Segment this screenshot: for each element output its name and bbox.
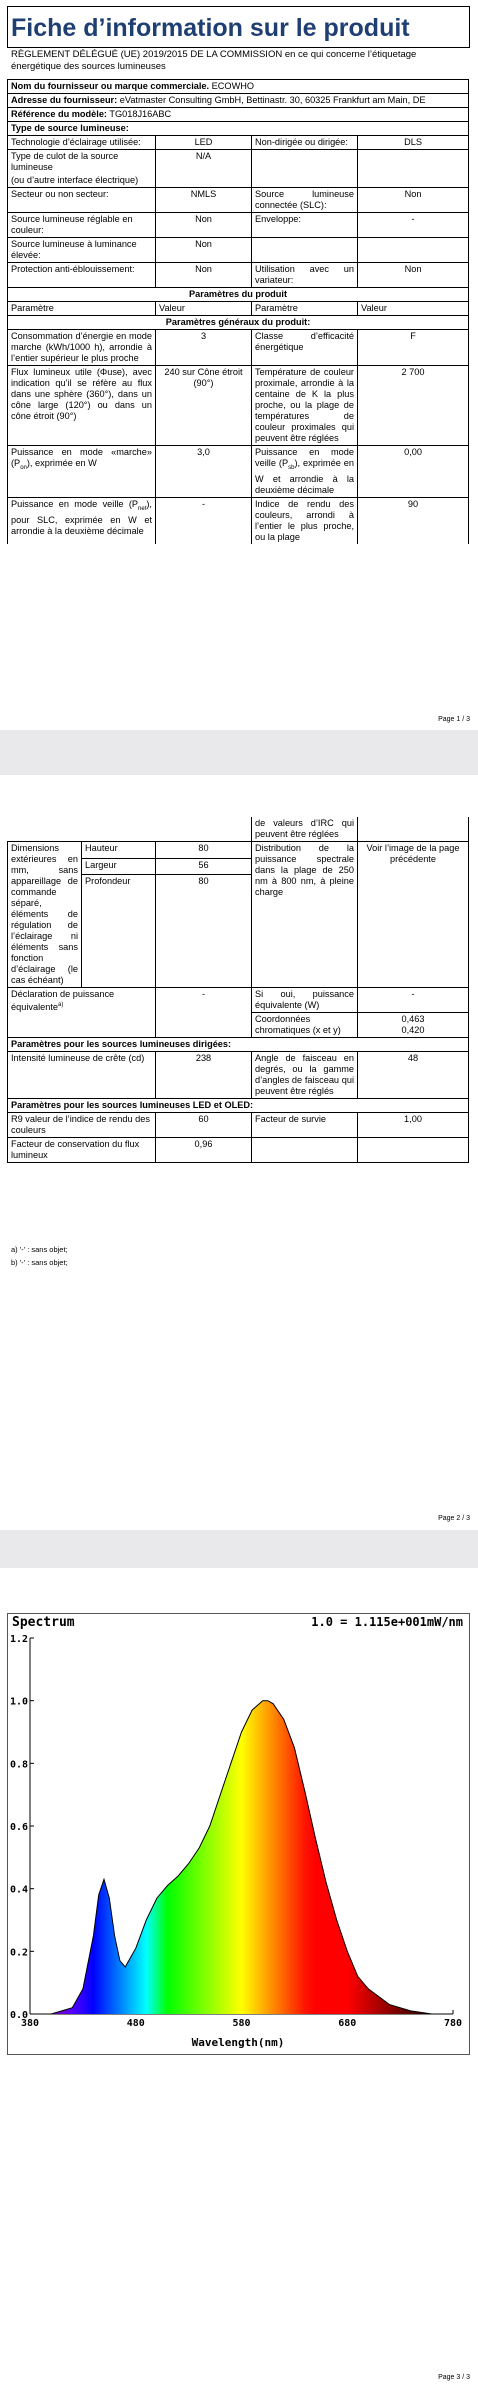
spd-value: Voir l’image de la page précédente <box>358 842 469 988</box>
cell-label: Utilisation avec un variateur: <box>252 263 358 288</box>
general-heading: Paramètres généraux du produit: <box>8 316 469 330</box>
peak-value: 238 <box>156 1052 252 1099</box>
x-tick-label: 780 <box>443 2018 463 2029</box>
supplier-name: ECOWHO <box>211 81 255 91</box>
equiv-label: Déclaration de puissance équivalente$^{a)}$ <box>8 988 156 1038</box>
cell-label: Non-dirigée ou dirigée: <box>252 136 358 150</box>
cell-value: 90 <box>358 497 469 544</box>
col-header-param: Paramètre <box>252 302 358 316</box>
chart-title: Spectrum <box>12 1615 75 1630</box>
col-header-value: Valeur <box>358 302 469 316</box>
x-axis-label: Wavelength(nm) <box>191 2036 285 2049</box>
type-heading: Type de source lumineuse: <box>8 122 469 136</box>
cell-label: Consommation d’énergie en mode marche (kWh/1000 h), arrondie à l’entier supérieur le plus proche <box>8 330 156 366</box>
chroma-label: Coordonnées chromatiques (x et y) <box>252 1013 358 1038</box>
cell-label: Indice de rendu des couleurs, arrondi à l’entier le plus proche, ou la plage <box>252 497 358 544</box>
cell-value: Non <box>156 213 252 238</box>
cell-label: Secteur ou non secteur: <box>8 188 156 213</box>
dim-height-label: Hauteur <box>82 842 156 859</box>
cell-value: 240 sur Cône étroit (90°) <box>156 366 252 446</box>
footnote-b: b) '-' : sans objet; <box>11 1258 68 1267</box>
equiv-power-value: - <box>358 988 469 1013</box>
survival-value: 1,00 <box>358 1113 469 1138</box>
y-tick-label: 0.0 <box>9 2010 28 2021</box>
chroma-x: 0,463 <box>401 1014 425 1024</box>
page-title: Fiche d’information sur le produit <box>11 14 410 42</box>
cell-label: Source lumineuse réglable en couleur: <box>8 213 156 238</box>
cell-label: Protection anti-éblouissement: <box>8 263 156 288</box>
cell-label: Source lumineuse à luminance élevée: <box>8 238 156 263</box>
spectrum-chart <box>8 1614 469 2054</box>
cell-value: Non <box>156 263 252 288</box>
y-tick-label: 1.0 <box>9 1696 28 1708</box>
regulation-text: RÈGLEMENT DÉLÉGUÉ (UE) 2019/2015 DE LA COMMISSION en ce qui concerne l’étiquetage énergétique des sources lumineuses <box>11 49 417 72</box>
supplier-address: eVatmaster Consulting GmbH, Bettinastr. 30, 60325 Frankfurt am Main, DE <box>119 95 426 105</box>
cell-value: DLS <box>358 136 469 150</box>
dim-height-value: 80 <box>156 842 252 859</box>
scale-note: 1.0 = 1.115e+001mW/nm <box>311 1615 463 1629</box>
y-tick-label: 0.6 <box>9 1822 28 1833</box>
cell-label: Puissance en mode «marche» $(P_{on})$, exprimée en W <box>8 446 156 498</box>
equiv-value: - <box>156 988 252 1038</box>
x-tick-label: 480 <box>126 2018 145 2029</box>
cell-value: 2 700 <box>358 366 469 446</box>
cell-value: Non <box>156 238 252 263</box>
dim-width-value: 56 <box>156 858 252 875</box>
chroma-y: 0,420 <box>401 1025 425 1035</box>
r9-value: 60 <box>156 1113 252 1138</box>
cell-value: Non <box>358 188 469 213</box>
dim-depth-value: 80 <box>156 875 252 988</box>
x-tick-label: 580 <box>232 2018 251 2029</box>
dim-depth-label: Profondeur <box>82 875 156 988</box>
dimensions-label: Dimensions extérieures en mm, sans appareillage de commande séparé, éléments de régulation de l’éclairage ni éléments sans fonction d’éclairage (le cas échéant) <box>8 842 82 988</box>
cell-label: Classe d’efficacité énergétique <box>252 330 358 366</box>
cell-label: Technologie d’éclairage utilisée: <box>8 136 156 150</box>
x-tick-label: 380 <box>20 2018 40 2029</box>
dim-width-label: Largeur <box>82 858 156 875</box>
survival-label: Facteur de survie <box>252 1113 358 1138</box>
cell-value: LED <box>156 136 252 150</box>
page-2 <box>0 775 478 1530</box>
cell-value: F <box>358 330 469 366</box>
params-heading: Paramètres du produit <box>8 288 469 302</box>
directed-heading: Paramètres pour les sources lumineuses dirigées: <box>8 1038 469 1052</box>
cell-value: NMLS <box>156 188 252 213</box>
r9-label: R9 valeur de l’indice de rendu des couleurs <box>8 1113 156 1138</box>
model-row: Référence du modèle: TG018J16ABC <box>8 108 469 122</box>
cell-value: - <box>156 497 252 544</box>
spd-label: Distribution de la puissance spectrale dans la plage de 250 nm à 800 nm, à pleine charge <box>252 842 358 988</box>
beam-label: Angle de faisceau en degrés, ou la gamme d’angles de faisceau qui peuvent être réglés <box>252 1052 358 1099</box>
page-3 <box>0 1568 478 2391</box>
supplier-row: Nom du fournisseur ou marque commerciale. ECOWHO <box>8 80 469 94</box>
spectrum-chart-frame <box>7 1613 470 2055</box>
spectrum-fill <box>8 1614 469 2054</box>
cell-label: Source lumineuse connectée (SLC): <box>252 188 358 213</box>
peak-label: Intensité lumineuse de crête (cd) <box>8 1052 156 1099</box>
maint-value: 0,96 <box>156 1138 252 1163</box>
led-heading: Paramètres pour les sources lumineuses LED et OLED: <box>8 1099 469 1113</box>
product-info-table-cont <box>7 817 469 1163</box>
cell-label: Puissance en mode veille $(P_{sb})$, exprimée en W et arrondie à la deuxième décimale <box>252 446 358 498</box>
page-1 <box>0 0 478 730</box>
chroma-value <box>358 1013 469 1038</box>
cell-label: Puissance en mode veille $(P_{net})$, pour SLC, exprimée en W et arrondie à la deuxième décimale <box>8 497 156 544</box>
product-info-table <box>7 79 469 544</box>
col-header-param: Paramètre <box>8 302 156 316</box>
cell-label: (ou d’autre interface électrique) <box>8 174 156 188</box>
cell-value: 3,0 <box>156 446 252 498</box>
cell-value: - <box>358 213 469 238</box>
page-number: Page 1 / 3 <box>438 716 470 723</box>
page-number: Page 2 / 3 <box>438 1515 470 1522</box>
cell-value: N/A <box>156 150 252 175</box>
cell-label: de valeurs d’IRC qui peuvent être réglées <box>252 817 358 842</box>
cell-value: 0,00 <box>358 446 469 498</box>
cell-value: 3 <box>156 330 252 366</box>
address-row: Adresse du fournisseur: eVatmaster Consulting GmbH, Bettinastr. 30, 60325 Frankfurt am Main, DE <box>8 94 469 108</box>
cell-value: Non <box>358 263 469 288</box>
col-header-value: Valeur <box>156 302 252 316</box>
cell-label: Type de culot de la source lumineuse <box>8 150 156 175</box>
y-tick-label: 1.2 <box>9 1634 28 1645</box>
page-number: Page 3 / 3 <box>438 2374 470 2381</box>
cell-label: Enveloppe: <box>252 213 358 238</box>
cell-label: Température de couleur proximale, arrondie à la centaine de K la plus proche, ou la plage de températures de couleur proximales qui peuvent être réglées <box>252 366 358 446</box>
maint-label: Facteur de conservation du flux lumineux <box>8 1138 156 1163</box>
y-tick-label: 0.2 <box>9 1947 28 1959</box>
beam-value: 48 <box>358 1052 469 1099</box>
model-reference: TG018J16ABC <box>109 109 172 119</box>
equiv-power-label: Si oui, puissance équivalente (W) <box>252 988 358 1013</box>
x-tick-label: 680 <box>338 2018 357 2029</box>
cell-label: Flux lumineux utile (Φuse), avec indication qu’il se réfère au flux dans une sphère (360°), dans un cône large (120°) ou dans un cône étroit (90°) <box>8 366 156 446</box>
y-tick-label: 0.4 <box>9 1884 28 1896</box>
y-tick-label: 0.8 <box>9 1759 28 1771</box>
footnote-a: a) '-' : sans objet; <box>11 1245 68 1254</box>
